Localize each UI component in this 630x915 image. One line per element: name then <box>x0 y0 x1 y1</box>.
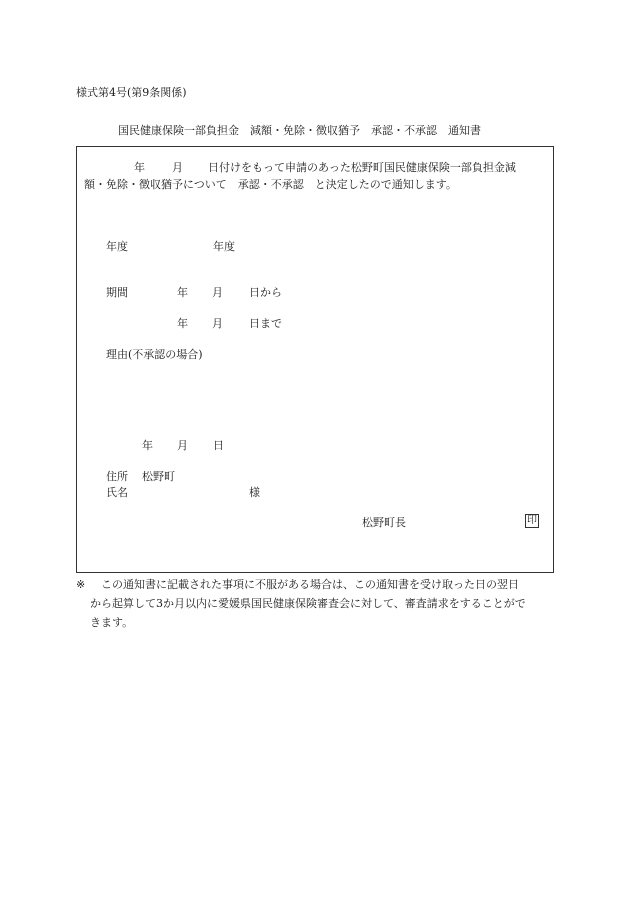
issuer-title: 松野町長 <box>362 516 406 529</box>
period-label: 期間 <box>106 286 128 299</box>
notice-date-year: 年 <box>134 161 145 174</box>
footnote-line3: きます。 <box>90 616 134 629</box>
notice-date-month: 月 <box>172 161 183 174</box>
issue-date-day: 日 <box>213 439 224 452</box>
period-to-month: 月 <box>212 317 223 330</box>
notice-body-line2: 額・免除・徴収猶予について 承認・不承認 と決定したので通知します。 <box>84 178 457 191</box>
period-from-month: 月 <box>212 286 223 299</box>
official-seal: 印 <box>527 515 537 526</box>
fiscal-year-label: 年度 <box>106 240 128 253</box>
period-to-year: 年 <box>177 317 188 330</box>
issue-date-month: 月 <box>177 439 188 452</box>
reason-label: 理由(不承認の場合) <box>106 348 203 361</box>
name-label: 氏名 <box>106 486 128 499</box>
footnote-line2: から起算して3か月以内に愛媛県国民健康保険審査会に対して、審査請求をすることがで <box>90 597 526 610</box>
notice-body-line1: 日付けをもって申請のあった松野町国民健康保険一部負担金減 <box>208 161 516 174</box>
document-title: 国民健康保険一部負担金 減額・免除・徴収猶予 承認・不承認 通知書 <box>118 124 481 137</box>
address-label: 住所 <box>106 470 128 483</box>
address-value: 松野町 <box>142 470 175 483</box>
fiscal-year-value: 年度 <box>213 240 235 253</box>
name-honorific: 様 <box>249 486 260 499</box>
footnote-mark: ※ <box>76 578 86 591</box>
issue-date-year: 年 <box>142 439 153 452</box>
period-from-day: 日から <box>249 286 282 299</box>
form-number: 様式第4号(第9条関係) <box>76 86 187 99</box>
period-to-day: 日まで <box>249 317 282 330</box>
footnote-line1: この通知書に記載された事項に不服がある場合は、この通知書を受け取った日の翌日 <box>101 578 519 591</box>
period-from-year: 年 <box>177 286 188 299</box>
